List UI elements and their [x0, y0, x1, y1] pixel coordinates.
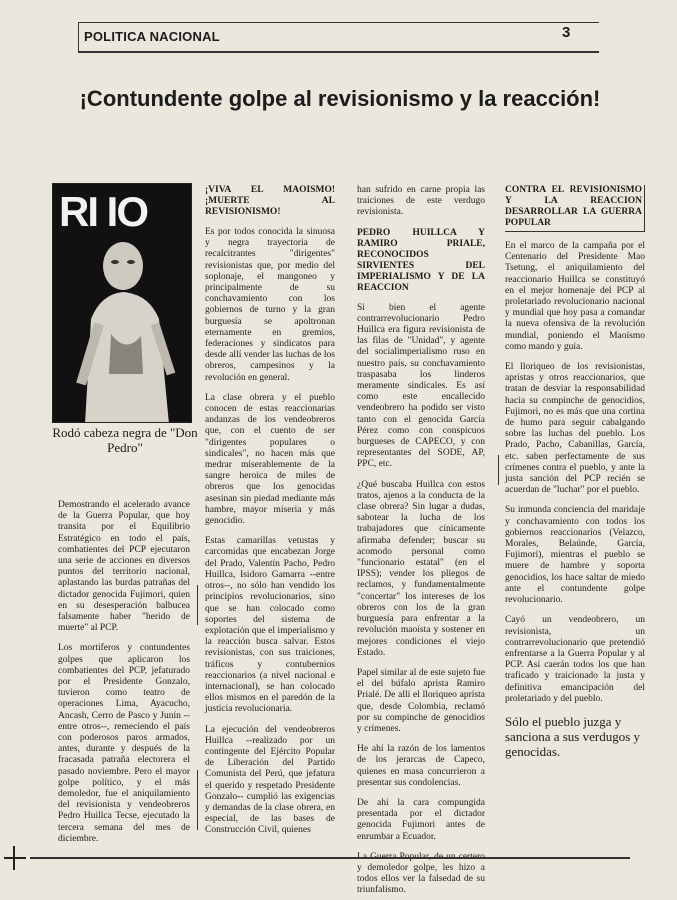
paragraph: Su inmunda conciencia del maridaje y conchavamiento con todos los gobiernos reaccionarios (Velazco, Morales, Belaúnde, García, Fujimori), mientras el pueblo se muere de hambre y soporta genocidios, los hace saltar de miedo ante el contundente golpe revolucionario.	[505, 505, 645, 606]
photo	[52, 183, 192, 423]
paragraph: Los mortíferos y contundentes golpes que aplicaron los combatientes del PCP, jefaturado por el Presidente Gonzalo, tuvieron como teatro de operaciones Lima, Ayacucho, Ancash, Cerro de Pasco y Junín --entre otros--, remeciendo el país con poderosos paros armados, antes, durante y después de la fracasada patraña electorera el pasado noviembre. Pero el mayor golpe político, y el más demoledor, fue el aniquilamiento del revisionista y vendeobreros Pedro Huillca Tecse, ejecutado la tercera semana del mes de diciembre.	[58, 643, 190, 844]
photo-poster-text: RI IO	[59, 188, 148, 235]
margin-mark	[197, 770, 198, 830]
column-2	[205, 185, 335, 846]
headline: ¡Contundente golpe al revisionismo y la reacción!	[79, 86, 601, 111]
paragraph: Estas camarillas vetustas y carcomidas que encabezan Jorge del Prado, Valentín Pacho, Pedro Huillca, Isidoro Gamarra --entre otros--, no sólo han vendido los principios revolucionarios, sino que se han colocado como soportes del sistema de explotación que el imperialismo y la reacción busca salvar. Estos revisionistas, con sus traiciones, tráficos y contubernios reaccionarios (a nivel nacional e internacional), se han colocado ellos mismos en el paredón de la justicia revolucionaria.	[205, 536, 335, 715]
paragraph: He ahí la razón de los lamentos de los jerarcas de Capeco, quienes en masa concurrieron a presentar sus condolencias.	[357, 744, 485, 788]
paragraph: y demoledor golpe, les hizo a todos ellos ver la falsedad de su triunfalismo.	[357, 862, 485, 896]
column-4	[505, 185, 645, 768]
paragraph: En el marco de la campaña por el Centenario del Presidente Mao Tsetung, el aniquilamiento del reaccionario Huillca se constituyó en el mejor homenaje del PCP al proletariado revolucionario nacional y mundial que hoy pasa a comandar la nueva ofensiva de la revolución mundial, poniendo el Maoísmo como mando y guía.	[505, 241, 645, 352]
subheading: PEDRO HUILLCA Y RAMIRO PRIALE, RECONOCIDOS SIRVIENTES DEL IMPERIALISMO Y DE LA REACCION	[357, 227, 485, 293]
paragraph: La clase obrera y el pueblo conocen de estas reaccionarias andanzas de los vendeobreros que, con el cuento de ser "dirigentes populares o sindicales", no hacen más que medrar miserablemente de la sangre heroica de miles de obreros que los genocidas asesinan sin piedad mediante más hambre, mayor miseria y más genocidio.	[205, 392, 335, 527]
page-number: 3	[562, 24, 571, 41]
paragraph: El lloriqueo de los revisionistas, apristas y otros reaccionarios, que tratan de desviar la responsabilidad hacia su compinche de genocidios, Fujimori, no es más que una cortina de humo para seguir cabalgando sobre las luchas del pueblo. Los Prado, Pacho, Cabanillas, García, etc. saben perfectamente de sus crímenes contra el pueblo, y ante la justa sanción del PCP recién se acuerdan de "luchar" por el pueblo.	[505, 362, 645, 496]
paragraph: Demostrando el acelerado avance de la Guerra Popular, que hoy transita por el Equilibrio Estratégico en todo el país, combatientes del PCP ejecutaron una serie de acciones en diversos puntos del territorio nacional, aplastando las burdas patrañas del dictador genocida Fujimori, quien en su desesperación balbucea falsamente haber "herido de muerte" al PCP.	[58, 500, 190, 634]
crop-mark	[13, 846, 15, 870]
paragraph: ¿Qué buscaba Huillca con estos tratos, ajenos a la conducta de la clase obrera? Sin lugar a dudas, sabotear la lucha de los trabajadores que cínicamente afirmaba defender; buscar su acomodo personal como "funcionario estatal" (en el IPSS); vender los pliegos de reclamos, y fundamentalmente "concertar" los intereses de los obreros con los de la gran burguesía para enfrentar a la revolución maoísta y sostener en mejores condiciones el viejo Estado.	[357, 479, 485, 658]
paragraph: Si bien el agente contrarrevolucionario Pedro Huillca era figura revisionista de las filas de "Unidad", y agente del socialimperialismo ruso en nuestro país, su conchavamiento traspasaba los linderos meramente sindicales. Es así como este encallecido vendeobrero ha podido ser visto tanto con el genocida García Pérez como con conspicuos burgueses de CAPECO, y con representantes del SODE, AP, PPC, etc.	[357, 302, 485, 470]
crop-mark	[4, 857, 26, 859]
margin-mark	[498, 455, 499, 485]
subheading: ¡VIVA EL MAOISMO! ¡MUERTE AL REVISIONISMO!	[205, 185, 335, 217]
paragraph: han sufrido en carne propia las traiciones de este verdugo revisionista.	[357, 185, 485, 218]
paragraph: De ahí la cara compungida presentada por el dictador genocida Fujimori antes de enrumbar a Ecuador.	[357, 797, 485, 842]
person-figure-icon	[71, 224, 181, 423]
margin-mark	[197, 585, 198, 625]
photo-caption: Rodó cabeza negra de "Don Pedro"	[52, 425, 198, 455]
column-3	[357, 185, 485, 900]
bottom-rule	[30, 857, 630, 859]
column-1	[58, 500, 190, 854]
paragraph: La ejecución del vendeobreros Huillca --realizado por un contingente del Ejército Popular de Liberación del Partido Comunista del Perú, que jefatura el querido y respetado Presidente Gonzalo-- cumplió las exigencias y demandas de la clase obrera, en especial, de las bases de Construcción Civil, quienes	[205, 724, 335, 836]
paragraph: Es por todos conocida la sinuosa y negra trayectoria de recalcitrantes "dirigentes" revisionistas que, por medio del soplonaje, el mangoneo y principalmente de su conchavamiento con los gobiernos de turno y la gran burguesía se apoltronan eternamente en gremios, federaciones y sindicatos para desde allí vender las luchas de los obreros, campesinos y la revolución en general.	[205, 227, 335, 383]
subheading: CONTRA EL REVISIONISMO Y LA REACCION DESARROLLAR LA GUERRA POPULAR	[505, 185, 645, 232]
paragraph: Papel similar al de este sujeto fue el del búfalo aprista Ramiro Prialé. De allí el lloriqueo aprista que, desde Colombia, reclamó por su compinche de genocidios y crímenes.	[357, 667, 485, 734]
section-label: POLITICA NACIONAL	[84, 29, 220, 44]
paragraph: Cayó un vendeobrero, un revisionista, un contrarrevolucionario que pretendió enfrentarse a la Guerra Popular y al PCP. Así caerán todos los que han traficado y traicionado la justa y definitiva emancipación del proletariado y del pueblo.	[505, 615, 645, 704]
closing-statement: Sólo el pueblo juzga y sanciona a sus verdugos y genocidas.	[505, 713, 641, 759]
